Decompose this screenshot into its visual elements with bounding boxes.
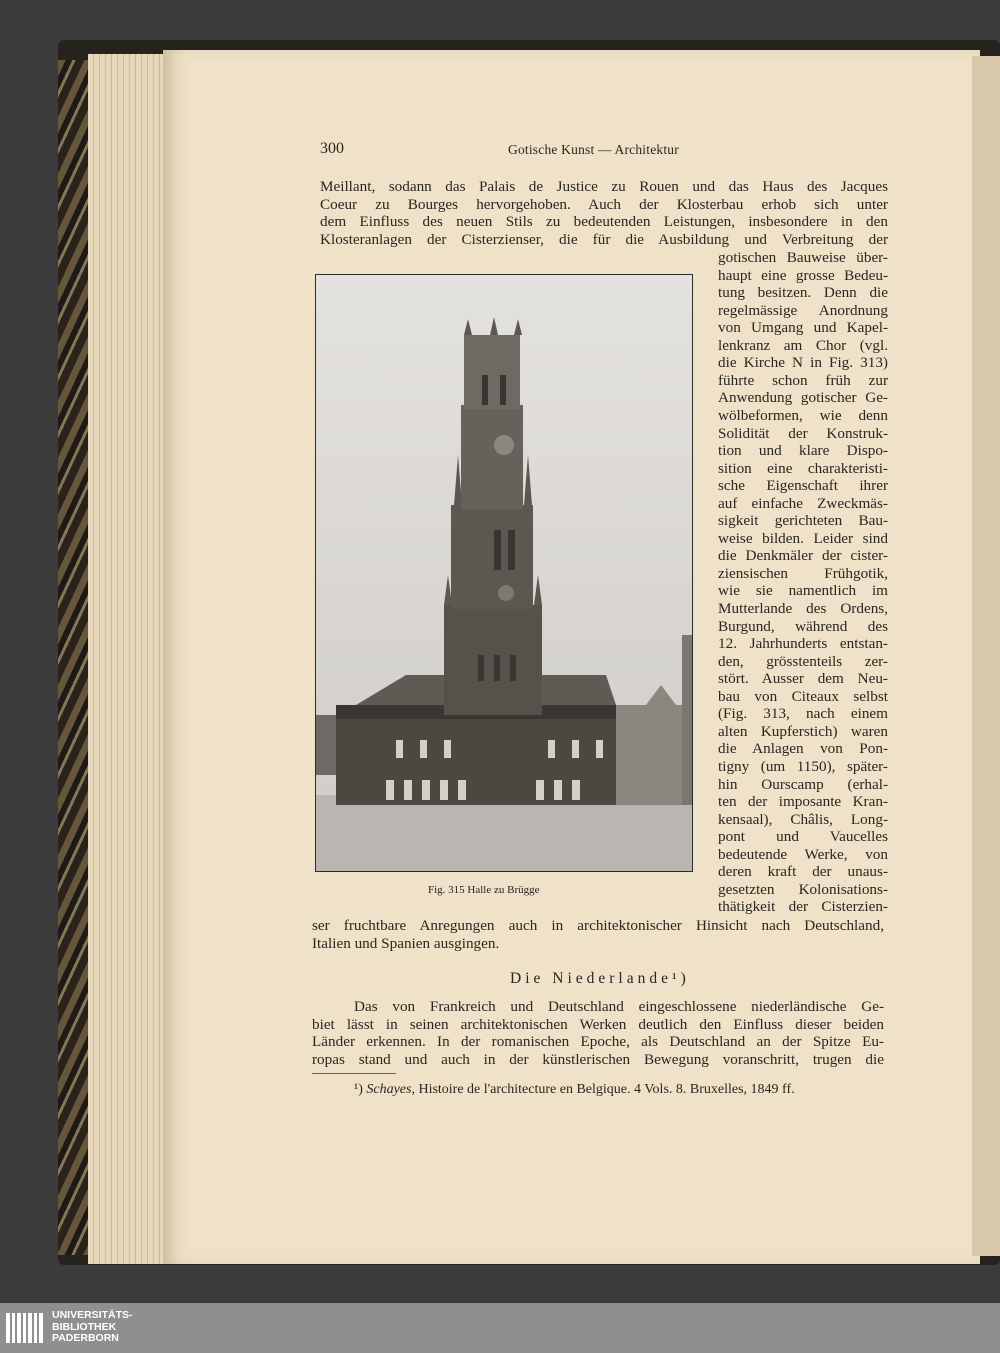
column-line: deren kraft der unaus- [718, 863, 888, 881]
text-line: Coeur zu Bourges hervorgehoben. Auch der Klosterbau erhob sich unter [320, 195, 888, 213]
column-line: Solidität der Konstruk- [718, 424, 888, 442]
column-line: tigny (um 1150), später- [718, 757, 888, 775]
text-line: ser fruchtbare Anregungen auch in architektonischer Hinsicht nach Deutschland, [312, 917, 884, 934]
footnote-text: Histoire de l'architecture en Belgique. 4 Vols. 8. Bruxelles, 1849 ff. [418, 1082, 795, 1097]
footnote [354, 1082, 795, 1098]
text-line: Das von Frankreich und Deutschland eingeschlossene niederländische Ge- [354, 998, 884, 1015]
column-line: sition eine charakteristi- [718, 459, 888, 477]
figure-belfry-bruges [315, 274, 693, 872]
column-line: weise bilden. Leider sind [718, 529, 888, 547]
column-line: die Denkmäler der cister- [718, 547, 888, 565]
column-line: von Umgang und Kapel- [718, 319, 888, 337]
column-line: hin Ourscamp (erhal- [718, 775, 888, 793]
running-head: Gotische Kunst — Architektur [508, 142, 679, 157]
text-line: ropas stand und auch in der künstlerischen Bewegung voranschritt, trugen die [312, 1051, 884, 1069]
column-line: tion und klare Dispo- [718, 442, 888, 460]
column-line: pont und Vaucelles [718, 828, 888, 846]
library-logo-icon [6, 1311, 46, 1345]
library-name [52, 1310, 133, 1345]
footnote-marker: ¹) [354, 1082, 363, 1097]
page-number: 300 [320, 140, 344, 157]
column-line: die Anlagen von Pon- [718, 740, 888, 758]
column-line: (Fig. 313, nach einem [718, 705, 888, 723]
text-line: Meillant, sodann das Palais de Justice zu Rouen und das Haus des Jacques [320, 178, 888, 195]
column-line: ziensischen Frühgotik, [718, 564, 888, 582]
text-line: dem Einfluss des neuen Stils zu bedeutenden Leistungen, insbesondere in den [320, 213, 888, 231]
footnote-author: Schayes, [366, 1082, 415, 1097]
column-line: bau von Citeaux selbst [718, 687, 888, 705]
section-heading: Die Niederlande¹) [510, 970, 690, 987]
page-header [320, 140, 886, 162]
page-right-edge [972, 56, 1000, 1256]
column-line: alten Kupferstich) waren [718, 722, 888, 740]
column-line: regelmässige Anordnung [718, 301, 888, 319]
footnote-rule [312, 1073, 396, 1074]
belfry-illustration [316, 275, 692, 871]
column-line: auf einfache Zweckmäs- [718, 494, 888, 512]
column-line: den, grösstenteils zer- [718, 652, 888, 670]
column-line: Mutterlande des Ordens, [718, 600, 888, 617]
text-line: Klosteranlagen der Cisterzienser, die für die Ausbildung und Verbreitung der [320, 231, 888, 249]
column-line: Burgund, während des [718, 617, 888, 635]
column-line: bedeutende Werke, von [718, 845, 888, 863]
text-line: biet lässt in seinen architektonischen Werken deutlich den Einfluss dieser beiden [312, 1015, 884, 1033]
text-line: Italien und Spanien ausgingen. [312, 934, 500, 952]
column-line: gotischen Bauweise über- [718, 249, 888, 266]
column-line: 12. Jahrhunderts entstan- [718, 635, 888, 653]
library-footer-bar [0, 1303, 1000, 1353]
column-line: sigkeit gerichteten Bau- [718, 512, 888, 530]
column-line: führte schon früh zur [718, 371, 888, 389]
column-line: thätigkeit der Cisterzien- [718, 898, 888, 916]
column-line: die Kirche N in Fig. 313) [718, 354, 888, 372]
column-line: kensaal), Châlis, Long- [718, 810, 888, 828]
library-line-2: BIBLIOTHEK [52, 1320, 117, 1333]
text-line: Länder erkennen. In der romanischen Epoche, als Deutschland an der Spitze Eu- [312, 1033, 884, 1051]
page-edges [88, 54, 168, 1264]
figure-caption: Fig. 315 Halle zu Brügge [428, 884, 540, 896]
column-line: sche Eigenschaft ihrer [718, 477, 888, 495]
column-line: stört. Ausser dem Neu- [718, 670, 888, 688]
library-line-3: PADERBORN [52, 1332, 119, 1344]
library-line-1: UNIVERSITÄTS- [52, 1309, 133, 1321]
column-line: ten der imposante Kran- [718, 793, 888, 811]
column-line: wölbeformen, wie denn [718, 406, 888, 424]
column-line: gesetzten Kolonisations- [718, 880, 888, 898]
column-line: haupt eine grosse Bedeu- [718, 266, 888, 284]
column-line: lenkranz am Chor (vgl. [718, 336, 888, 354]
column-line: tung besitzen. Denn die [718, 284, 888, 302]
column-line: wie sie namentlich im [718, 582, 888, 600]
marbled-edge [58, 60, 90, 1255]
column-line: Anwendung gotischer Ge- [718, 389, 888, 407]
